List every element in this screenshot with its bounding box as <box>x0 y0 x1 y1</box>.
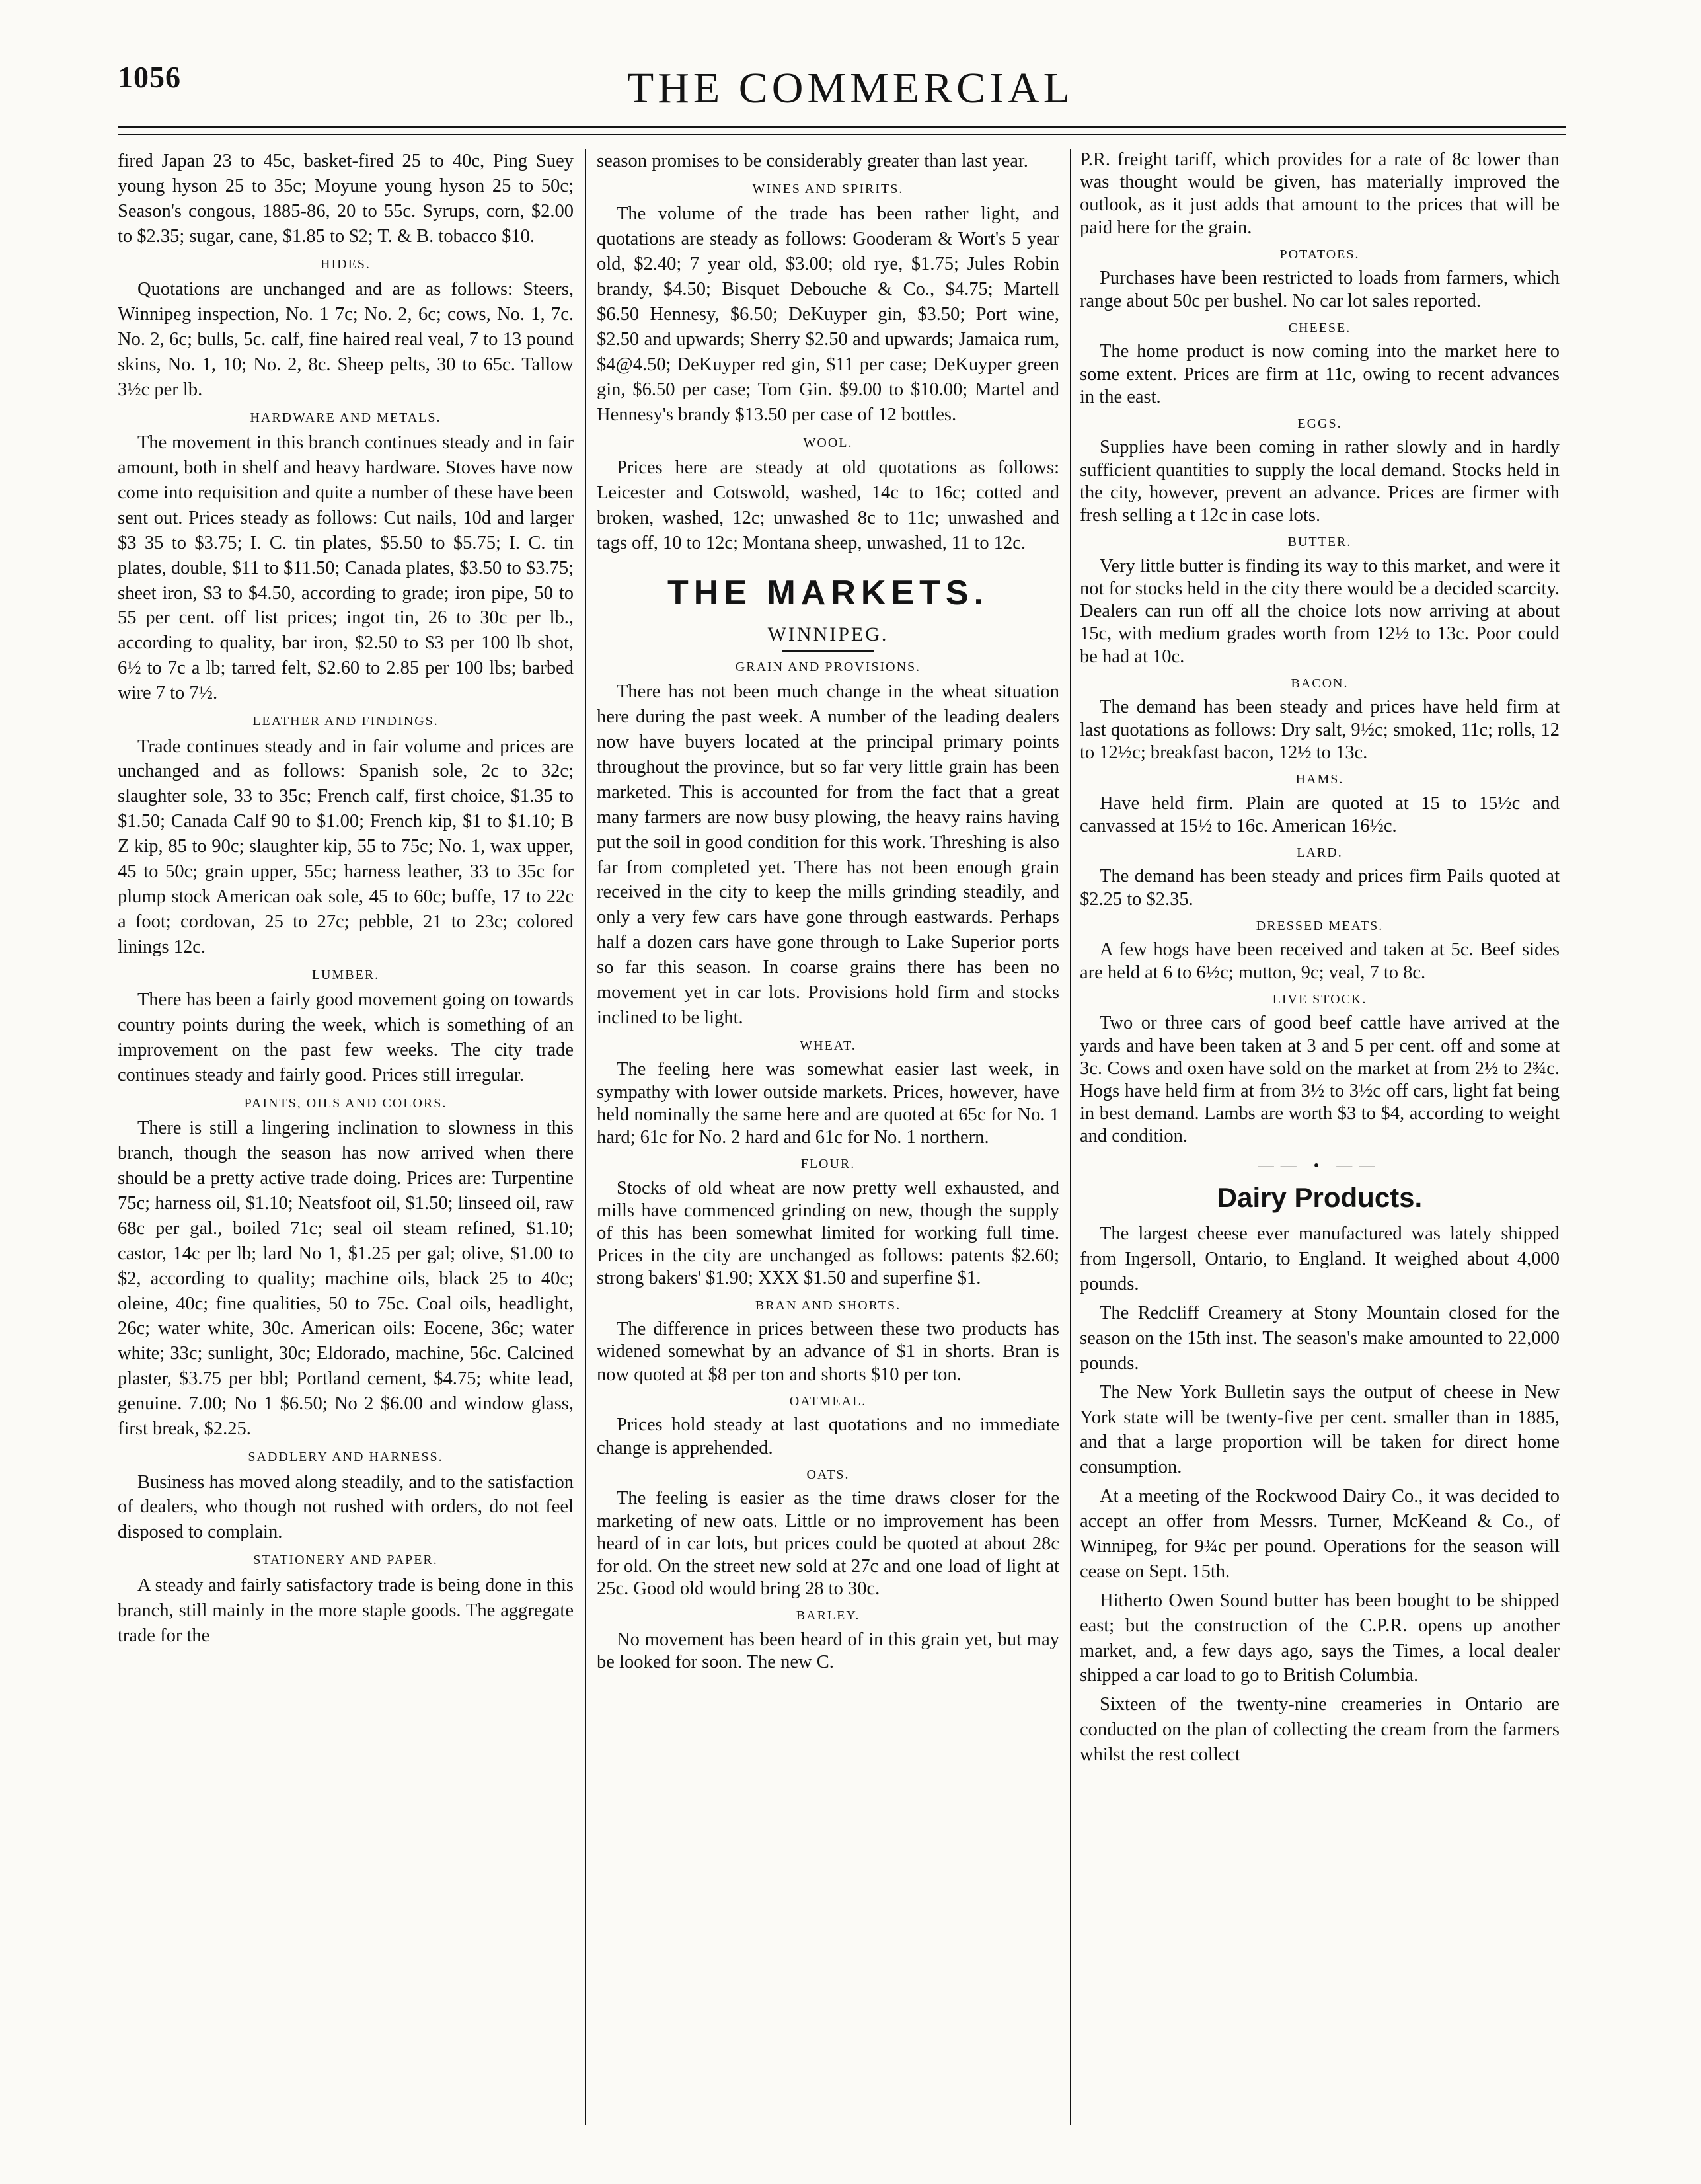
article-paragraph: At a meeting of the Rockwood Dairy Co., it was decided to accept an offer from Messrs. Turner, McKeand & Co., of Winnipeg, for 9¾c per pound. Operations for the season will cease on Sept. 15th. <box>1080 1486 1560 1582</box>
article-paragraph: Purchases have been restricted to loads from farmers, which range about 50c per bushel. No car lot sales reported. <box>1080 268 1560 311</box>
section-heading-potatoes: POTATOES. <box>1279 247 1360 262</box>
markets-city: WINNIPEG. <box>767 623 889 645</box>
article-paragraph: Stocks of old wheat are now pretty well exhausted, and mills have commenced grinding on new, though the supply of this has been somewhat limited for working full time. Prices in the city are unchanged as follows: patents $2.60; strong bakers' $1.90; XXX $1.50 and superfine $1. <box>597 1177 1059 1289</box>
column-3 <box>1080 149 1560 2125</box>
article-paragraph: The feeling is easier as the time draws closer for the marketing of new oats. Little or no improvement has been heard of in car lots, but prices could be quoted at about 28c for old. On the street new sold at 27c and one load of light at 25c. Good old would bring 28 to 30c. <box>597 1488 1059 1600</box>
section-heading-wines: WINES AND SPIRITS. <box>752 181 904 196</box>
section-heading-oatmeal: OATMEAL. <box>789 1393 867 1409</box>
ornament-divider: —— • —— <box>1258 1157 1382 1175</box>
article-paragraph: The demand has been steady and prices firm Pails quoted at $2.25 to $2.35. <box>1080 866 1560 910</box>
masthead-title: THE COMMERCIAL <box>626 64 1075 112</box>
article-paragraph: The volume of the trade has been rather light, and quotations are steady as follows: Gooderam & Wort's 5 year old, $2.40; 7 year old, $3.00; old rye, $1.75; Jules Robin brandy, $4.50; Bisquet Debouche & Co., $4.75; Martell $6.50 Hennesy, $6.50; DeKuyper gin, $3.50; Port wine, $2.50 and upwards; Sherry $2.50 and upwards; Jamaica rum, $4@4.50; DeKuyper red gin, $11 per case; DeKuyper green gin, $6.50 per case; Tom Gin. $9.00 to $10.00; Martel and Hennesy's brandy $13.50 per case of 12 bottles. <box>597 204 1059 425</box>
article-paragraph: The demand has been steady and prices have held firm at last quotations as follows: Dry salt, 9½c; smoked, 11c; rolls, 12 to 12½c; breakfast bacon, 12½ to 13c. <box>1080 697 1560 763</box>
section-heading-lumber: LUMBER. <box>311 967 380 982</box>
markets-title: THE MARKETS. <box>667 573 989 612</box>
article-paragraph: There has not been much change in the wheat situation here during the past week. A number of the leading dealers now have buyers located at the principal primary points throughout the province, but so far very little grain has been marketed. This is accounted for from the fact that a great many farmers are now busy plowing, the heavy rains having put the soil in good condition for this work. Threshing is also far from completed yet. There has not been enough grain received in the city to keep the mills grinding steadily, and only a very few cars have gone through eastwards. Perhaps half a dozen cars have gone through to Lake Superior ports so far this season. In coarse grains there has been no movement yet in car lots. Provisions hold firm and stocks inclined to be light. <box>597 682 1059 1028</box>
section-heading-wool: WOOL. <box>803 435 853 450</box>
section-heading-live-stock: LIVE STOCK. <box>1272 992 1367 1007</box>
article-paragraph: Two or three cars of good beef cattle have arrived at the yards and have been taken at 3 and 5 per cent. off and some at 3c. Cows and oxen have sold on the market at from 2½ to 2¾c. Hogs have held firm at from 3½ to 3½c off cars, light fat being in best demand. Lambs are worth $3 to $4, according to weight and condition. <box>1080 1013 1560 1147</box>
section-heading-cheese: CHEESE. <box>1288 320 1351 335</box>
article-paragraph: There is still a lingering inclination to slowness in this branch, though the season has now arrived when there should be a pretty active trade doing. Prices are: Turpentine 75c; harness oil, $1.10; Neatsfoot oil, $1.50; linseed oil, raw 68c per gal., boiled 71c; seal oil steam refined, $1.10; castor, 14c per lb; lard No 1, $1.25 per gal; olive, $1.00 to $2, according to quality; machine oils, black 25 to 40c; oleine, 40c; fine qualities, 50 to 75c. Coal oils, headlight, 26c; water white, 30c. American oils: Eocene, 36c; water white; 33c; sunlight, 30c; Eldorado, machine, 56c. Calcined plaster, $3.75 per bbl; Portland cement, $4.75; white lead, genuine. 7.00; No 1 $6.50; No 2 $6.00 and window glass, first break, $2.25. <box>118 1118 574 1440</box>
article-paragraph: The largest cheese ever manufactured was lately shipped from Ingersoll, Ontario, to England. It weighed about 4,000 pounds. <box>1080 1224 1560 1295</box>
column-1 <box>118 149 574 2125</box>
article-paragraph: Have held firm. Plain are quoted at 15 to 15½c and canvassed at 15½ to 16c. American 16½c. <box>1080 793 1560 836</box>
article-paragraph: There has been a fairly good movement going on towards country points during the week, which is something of an improvement on the past few weeks. The city trade continues steady and fairly good. Prices still irregular. <box>118 990 574 1085</box>
article-paragraph: The difference in prices between these two products has widened somewhat by an advance of $1 in shorts. Bran is now quoted at $8 per ton and shorts $10 per ton. <box>597 1319 1059 1385</box>
article-paragraph: The feeling here was somewhat easier last week, in sympathy with lower outside markets. Prices, however, have held nominally the same here and are quoted at 65c for No. 1 hard; 61c for No. 2 hard and 61c for No. 1 northern. <box>597 1059 1059 1148</box>
section-heading-grain: GRAIN AND PROVISIONS. <box>735 659 921 674</box>
article-paragraph: A steady and fairly satisfactory trade is being done in this branch, still mainly in the more staple goods. The aggregate trade for the <box>118 1575 574 1646</box>
article-paragraph: The New York Bulletin says the output of cheese in New York state will be twenty-five per cent. smaller than in 1885, and that a large proportion will be taken for direct home consumption. <box>1080 1382 1560 1478</box>
article-paragraph: Prices hold steady at last quotations and no immediate change is apprehended. <box>597 1415 1059 1458</box>
article-paragraph: Business has moved along steadily, and to the satisfaction of dealers, who though not rushed with orders, do not feel disposed to complain. <box>118 1471 574 1543</box>
article-paragraph: Very little butter is finding its way to this market, and were it not for stocks held in the city there would be a decided scarcity. Dealers can run off all the choice lots now arriving at about 15c, with medium grades worth from 12½ to 13c. Poor could be had at 10c. <box>1080 555 1560 667</box>
column-divider <box>585 149 586 2125</box>
article-paragraph: fired Japan 23 to 45c, basket-fired 25 to 40c, Ping Suey young hyson 25 to 35c; Moyune young hyson 25 to 50c; Season's congous, 1885-86, 20 to 55c. Syrups, corn, $2.00 to $2.35; sugar, cane, $1.85 to $2; T. & B. tobacco $10. <box>118 151 574 247</box>
article-paragraph: Sixteen of the twenty-nine creameries in Ontario are conducted on the plan of collecting the cream from the farmers whilst the rest collect <box>1080 1694 1560 1766</box>
section-heading-dressed-meats: DRESSED MEATS. <box>1256 918 1384 933</box>
article-paragraph: P.R. freight tariff, which provides for a rate of 8c lower than was thought would be given, has materially improved the outlook, as it just adds that amount to the prices that will be paid here for the grain. <box>1080 149 1560 238</box>
article-paragraph: Prices here are steady at old quotations as follows: Leicester and Cotswold, washed, 14c to 16c; cotted and broken, washed, 12c; unwashed 8c to 11c; unwashed and tags off, 10 to 12c; Montana sheep, unwashed, 11 to 12c. <box>597 457 1059 553</box>
section-heading-hides: HIDES. <box>321 256 371 272</box>
section-heading-butter: BUTTER. <box>1287 535 1352 550</box>
article-paragraph: Hitherto Owen Sound butter has been bought to be shipped east; but the construction of the C.P.R. opens up another market, and, a few days ago, says the Times, a local dealer shipped a car load to go to British Columbia. <box>1080 1590 1560 1686</box>
section-heading-barley: BARLEY. <box>796 1608 860 1623</box>
section-heading-stationery: STATIONERY AND PAPER. <box>253 1553 438 1568</box>
article-paragraph: The Redcliff Creamery at Stony Mountain closed for the season on the 15th inst. The season's make amounted to 22,000 pounds. <box>1080 1302 1560 1374</box>
section-heading-saddlery: SADDLERY AND HARNESS. <box>248 1449 443 1464</box>
short-rule <box>782 650 874 652</box>
column-divider <box>1070 149 1071 2125</box>
section-heading-flour: FLOUR. <box>800 1157 856 1172</box>
article-paragraph: season promises to be considerably greater than last year. <box>597 151 1028 171</box>
section-heading-leather: LEATHER AND FINDINGS. <box>252 714 439 728</box>
page-number: 1056 <box>118 60 181 94</box>
section-heading-paints: PAINTS, OILS AND COLORS. <box>244 1095 447 1111</box>
section-heading-eggs: EGGS. <box>1297 416 1342 431</box>
header-rule <box>118 126 1566 128</box>
article-paragraph: The movement in this branch continues steady and in fair amount, both in shelf and heavy hardware. Stoves have now come into requisition and quite a number of these have been sent out. Prices steady as follows: Cut nails, 10d and larger $3 35 to $3.75; I. C. tin plates, $5.50 to $5.75; I. C. tin plates, double, $11 to $11.50; Canada plates, $3.50 to $3.75; sheet iron, $3 to $4.50, according to grade; iron pipe, 50 to 55 per cent. off list prices; ingot tin, 26 to 30c per lb., according to quality, bar iron, $2.50 to $3 per 100 lb shot, 6½ to 7c a lb; tarred felt, $2.60 to 2.85 per 100 lbs; barbed wire 7 to 7½. <box>118 432 574 704</box>
article-paragraph: Supplies have been coming in rather slowly and in hardly sufficient quantities to supply the local demand. Stocks held in the city, however, prevent an advance. Prices are firmer with fresh selling a t 12c in case lots. <box>1080 437 1560 526</box>
article-paragraph: No movement has been heard of in this grain yet, but may be looked for soon. The new C. <box>597 1629 1059 1673</box>
article-paragraph: Quotations are unchanged and are as follows: Steers, Winnipeg inspection, No. 1 7c; No. 2, 6c; cows, No. 1, 7c. No. 2, 6c; bulls, 5c. calf, fine haired real veal, 7 to 13 pound skins, No. 1, 10; No. 2, 8c. Sheep pelts, 30 to 65c. Tallow 3½c per lb. <box>118 279 574 400</box>
section-heading-oats: OATS. <box>806 1467 850 1482</box>
article-paragraph: A few hogs have been received and taken at 5c. Beef sides are held at 6 to 6½c; mutton, 9c; veal, 7 to 8c. <box>1080 939 1560 983</box>
article-paragraph: Trade continues steady and in fair volume and prices are unchanged and as follows: Spanish sole, 2c to 32c; slaughter sole, 33 to 35c; French calf, first choice, $1.35 to $1.50; Canada Calf 90 to $1.00; French kip, $1 to $1.10; B Z kip, 85 to 90c; slaughter kip, 55 to 75c; No. 1, wax upper, 45 to 50c; grain upper, 55c; harness leather, 33 to 35c for plump stock American oak sole, 45 to 60c; buffe, 17 to 22c a foot; cordovan, 25 to 27c; pebble, 21 to 23c; colored linings 12c. <box>118 736 574 957</box>
section-heading-hams: HAMS. <box>1295 771 1344 787</box>
section-heading-lard: LARD. <box>1297 845 1343 860</box>
header-rule-thin <box>118 134 1566 135</box>
article-paragraph: The home product is now coming into the market here to some extent. Prices are firm at 11c, owing to recent advances in the east. <box>1080 341 1560 407</box>
dairy-products-title: Dairy Products. <box>1217 1182 1423 1214</box>
section-heading-hardware: HARDWARE AND METALS. <box>250 410 441 425</box>
section-heading-bran: BRAN AND SHORTS. <box>755 1298 901 1313</box>
section-heading-wheat: WHEAT. <box>800 1038 856 1053</box>
column-2 <box>597 149 1059 2125</box>
section-heading-bacon: BACON. <box>1291 676 1349 691</box>
